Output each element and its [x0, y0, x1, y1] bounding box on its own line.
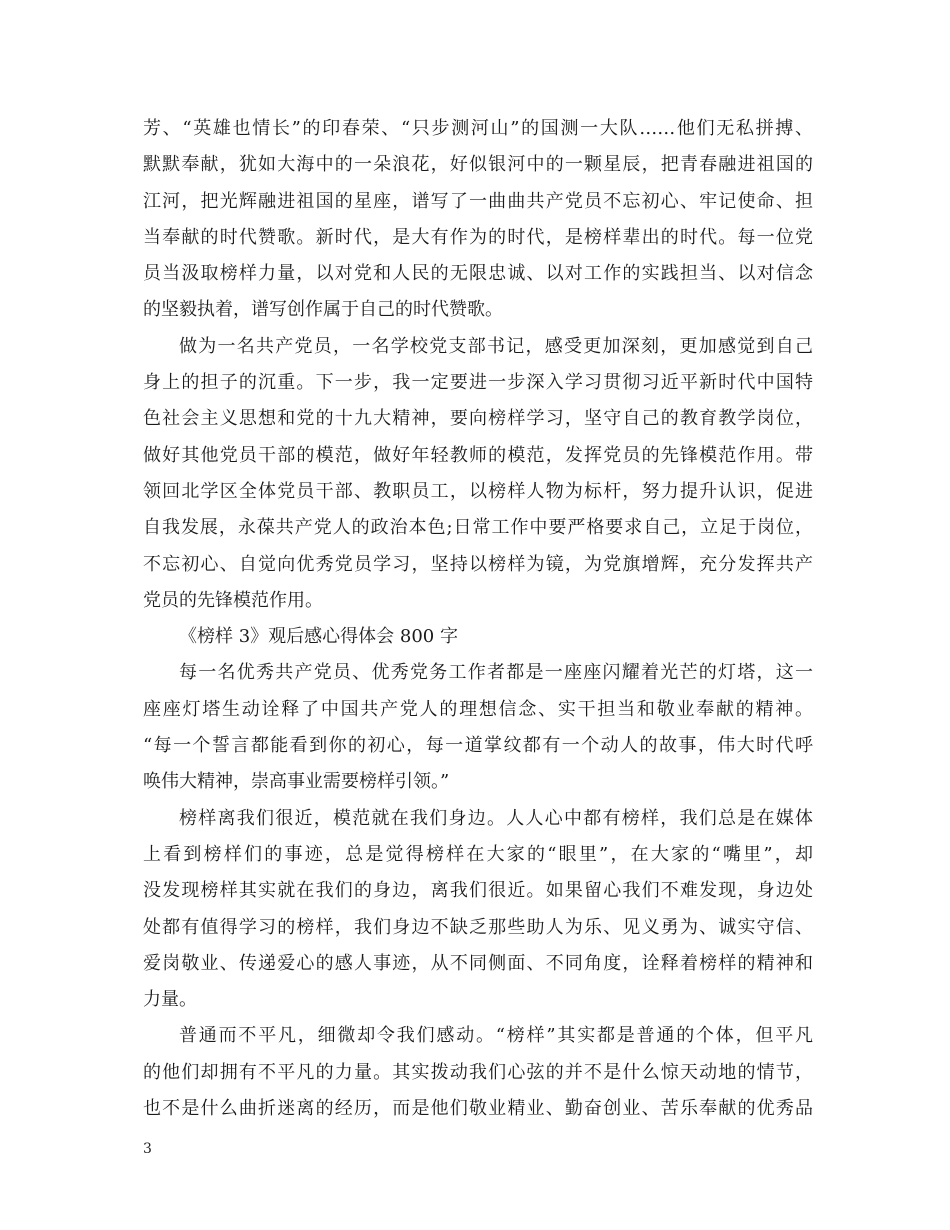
text-line: 力量。 — [143, 989, 197, 1011]
text-line: 的坚毅执着，谱写创作属于自己的时代赞歌。 — [143, 299, 503, 321]
text-line: 唤伟大精神，崇高事业需要榜样引领。” — [143, 771, 450, 793]
text-line: 领回北学区全体党员干部、教职员工，以榜样人物为标杆，努力提升认识，促进 — [143, 480, 813, 502]
body-text — [143, 111, 813, 1127]
text-line: 色社会主义思想和党的十九大精神，要向榜样学习，坚守自己的教育教学岗位， — [143, 408, 813, 430]
page-number: 3 — [143, 1141, 152, 1157]
text-line: 自我发展，永葆共产党人的政治本色;日常工作中要严格要求自己，立足于岗位， — [143, 517, 813, 539]
text-line: 不忘初心、自觉向优秀党员学习，坚持以榜样为镜，为党旗增辉，充分发挥共产 — [143, 553, 813, 575]
text-line: 每一名优秀共产党员、优秀党务工作者都是一座座闪耀着光芒的灯塔，这一 — [179, 662, 813, 684]
text-line: 身上的担子的沉重。下一步，我一定要进一步深入学习贯彻习近平新时代中国特 — [143, 372, 813, 394]
text-line: 也不是什么曲折迷离的经历，而是他们敬业精业、勤奋创业、苦乐奉献的优秀品 — [143, 1098, 813, 1120]
text-line: 做为一名共产党员，一名学校党支部书记，感受更加深刻，更加感觉到自己 — [179, 335, 813, 357]
text-line: 爱岗敬业、传递爱心的感人事迹，从不同侧面、不同角度，诠释着榜样的精神和 — [143, 952, 813, 974]
text-line: 没发现榜样其实就在我们的身边，离我们很近。如果留心我们不难发现，身边处 — [143, 880, 813, 902]
text-line: 做好其他党员干部的模范，做好年轻教师的模范，发挥党员的先锋模范作用。带 — [143, 444, 813, 466]
text-line: 当奉献的时代赞歌。新时代，是大有作为的时代，是榜样辈出的时代。每一位党 — [143, 226, 813, 248]
text-line: 上看到榜样们的事迹，总是觉得榜样在大家的“眼里”，在大家的“嘴里”，却 — [143, 843, 813, 865]
text-line: 普通而不平凡，细微却令我们感动。“榜样”其实都是普通的个体，但平凡 — [179, 1025, 813, 1047]
text-line: 芳、“英雄也情长”的印春荣、“只步测河山”的国测一大队……他们无私拼搏、 — [143, 118, 813, 139]
text-line: 默默奉献，犹如大海中的一朵浪花，好似银河中的一颗星辰，把青春融进祖国的 — [143, 154, 813, 176]
text-line: 党员的先锋模范作用。 — [143, 589, 323, 611]
text-line: 的他们却拥有不平凡的力量。其实拨动我们心弦的并不是什么惊天动地的情节， — [143, 1061, 813, 1083]
text-line: 员当汲取榜样力量，以对党和人民的无限忠诚、以对工作的实践担当、以对信念 — [143, 263, 813, 285]
text-line: 江河，把光辉融进祖国的星座，谱写了一曲曲共产党员不忘初心、牢记使命、担 — [143, 190, 813, 212]
text-line: 处都有值得学习的榜样，我们身边不缺乏那些助人为乐、见义勇为、诚实守信、 — [143, 916, 813, 938]
text-line: “每一个誓言都能看到你的初心，每一道掌纹都有一个动人的故事，伟大时代呼 — [143, 735, 813, 757]
text-line: 榜样离我们很近，模范就在我们身边。人人心中都有榜样，我们总是在媒体 — [179, 807, 813, 829]
text-line: 《榜样 3》观后感心得体会 800 字 — [179, 626, 458, 648]
text-line: 座座灯塔生动诠释了中国共产党人的理想信念、实干担当和敬业奉献的精神。 — [143, 698, 813, 720]
